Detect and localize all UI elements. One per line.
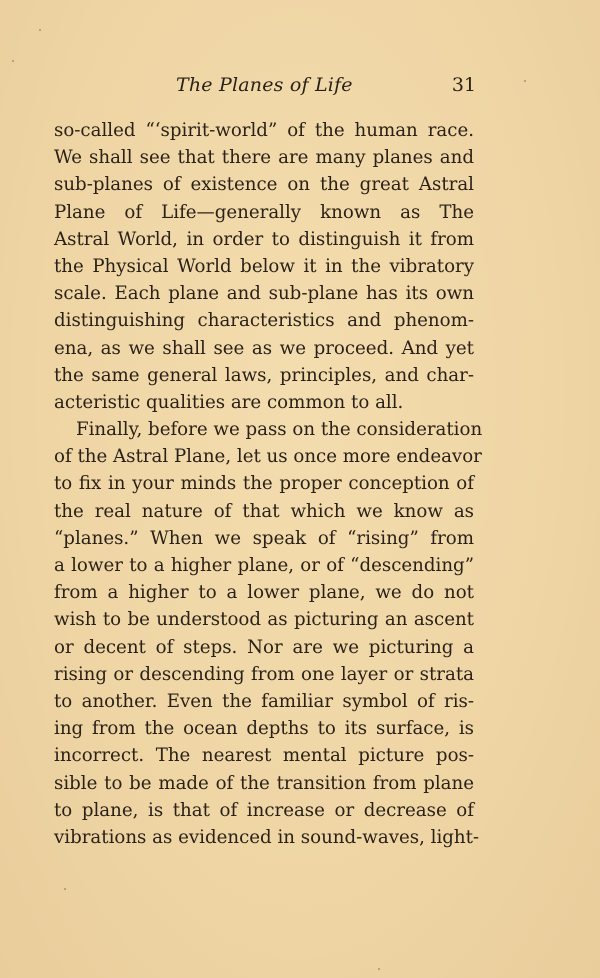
paper-speck: [64, 888, 66, 890]
paragraph-1: [54, 117, 474, 416]
text-line: or decent of steps. Nor are we picturing a: [54, 636, 474, 658]
text-line: incorrect. The nearest mental picture pos-: [54, 745, 474, 767]
text-line: scale. Each plane and sub-plane has its own: [54, 283, 474, 305]
text-line: sub-planes of existence on the great Astral: [54, 174, 474, 196]
text-line: so-called “‘spirit-world” of the human race.: [54, 120, 474, 141]
text-line: the Physical World below it in the vibratory: [54, 255, 474, 277]
body-text: [54, 117, 483, 851]
paper-speck: [39, 29, 41, 31]
text-line: of the Astral Plane, let us once more endeavor: [54, 446, 482, 468]
text-line: to fix in your minds the proper conception of: [54, 473, 474, 495]
paper-speck: [524, 80, 526, 82]
paper-speck: [378, 968, 380, 970]
text-line: to another. Even the familiar symbol of ris-: [54, 690, 474, 712]
text-line: distinguishing characteristics and phenom-: [54, 310, 474, 332]
text-line: the same general laws, principles, and char-: [54, 364, 474, 386]
text-line: “planes.” When we speak of “rising” from: [54, 527, 474, 549]
paper-speck: [12, 60, 14, 62]
paragraph-2: [54, 416, 483, 851]
running-head: [176, 74, 476, 102]
text-line: the real nature of that which we know as: [54, 500, 474, 522]
text-line: rising or descending from one layer or strata: [54, 663, 474, 685]
text-line: sible to be made of the transition from plane: [54, 772, 474, 794]
text-line: a lower to a higher plane, or of “descending”: [54, 555, 474, 576]
text-line: vibrations as evidenced in sound-waves, light-: [54, 826, 480, 848]
text-line: from a higher to a lower plane, we do not: [54, 582, 474, 604]
text-line: to plane, is that of increase or decrease of: [54, 799, 474, 821]
text-line: Astral World, in order to distinguish it from: [54, 228, 474, 250]
text-line: Plane of Life—generally known as The: [54, 201, 474, 223]
text-line: We shall see that there are many planes and: [54, 147, 474, 169]
text-line: wish to be understood as picturing an ascent: [54, 609, 474, 631]
text-line: ena, as we shall see as we proceed. And yet: [54, 337, 474, 359]
running-title: The Planes of Life: [176, 74, 353, 96]
text-line-indented: Finally, before we pass on the consideration: [76, 419, 483, 441]
page-number: 31: [451, 74, 476, 96]
text-line: ing from the ocean depths to its surface, is: [54, 718, 474, 740]
text-line: acteristic qualities are common to all.: [54, 391, 404, 413]
